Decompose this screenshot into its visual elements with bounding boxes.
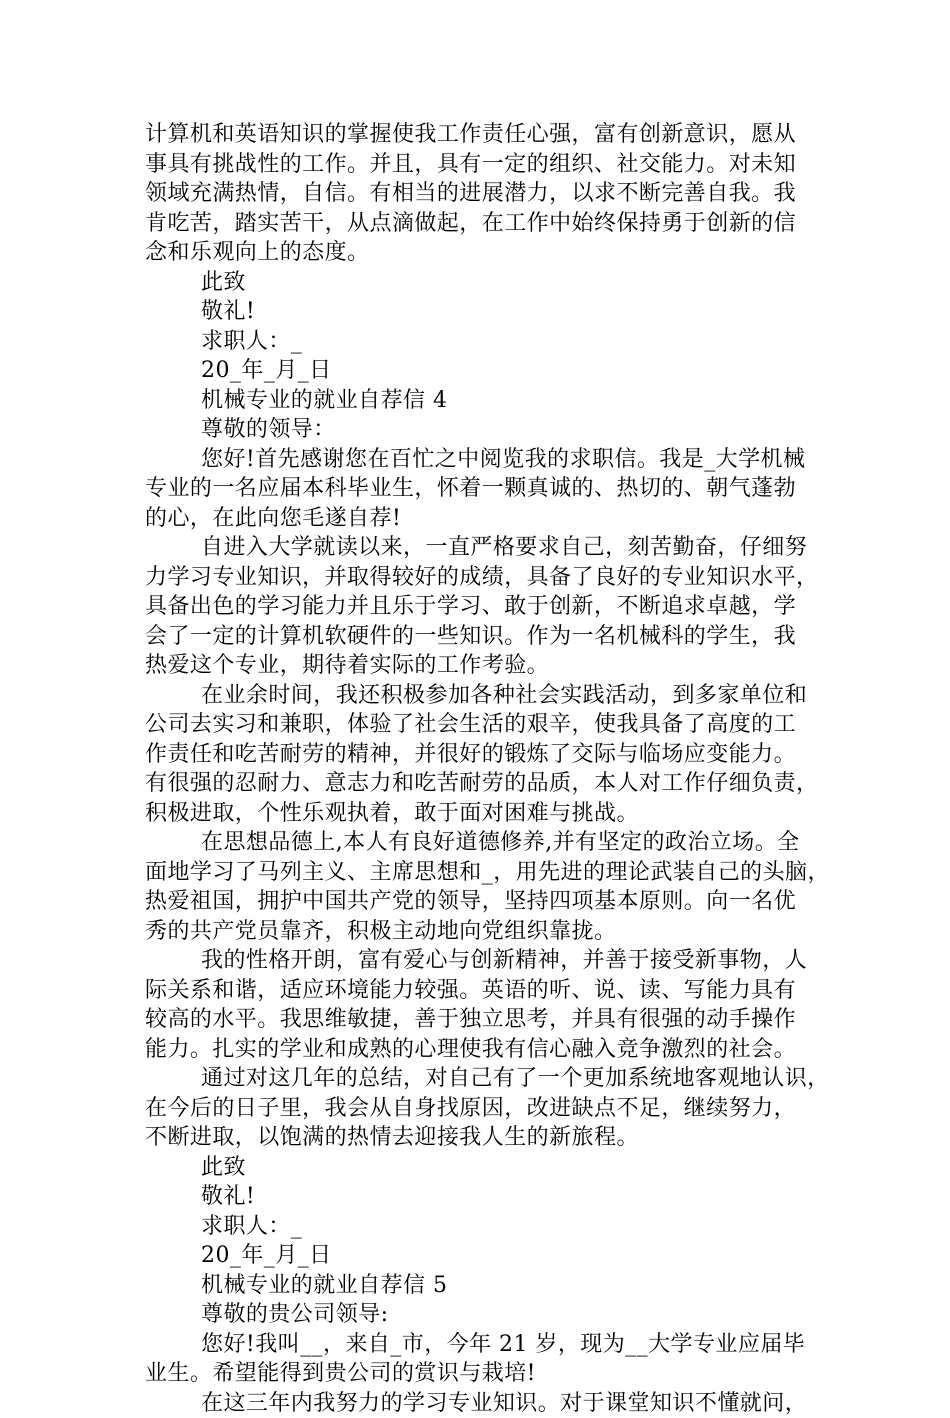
text-line: 您好!我叫__，来自_市，今年 21 岁，现为__大学专业应届毕 (145, 1330, 830, 1360)
text-line: 计算机和英语知识的掌握使我工作责任心强，富有创新意识，愿从 (145, 120, 830, 150)
text-line: 求职人：_ (145, 1212, 830, 1242)
text-line: 热爱这个专业，期待着实际的工作考验。 (145, 651, 830, 681)
text-line: 的心，在此向您毛遂自荐! (145, 504, 830, 534)
text-line: 能力。扎实的学业和成熟的心理使我有信心融入竞争激烈的社会。 (145, 1035, 830, 1065)
text-line: 在业余时间，我还积极参加各种社会实践活动，到多家单位和 (145, 681, 830, 711)
text-line: 机械专业的就业自荐信 4 (145, 386, 830, 416)
text-line: 秀的共产党员靠齐，积极主动地向党组织靠拢。 (145, 917, 830, 947)
text-line: 业生。希望能得到贵公司的赏识与栽培! (145, 1359, 830, 1389)
text-line: 会了一定的计算机软硬件的一些知识。作为一名机械科的学生，我 (145, 622, 830, 652)
text-line: 肯吃苦，踏实苦干，从点滴做起，在工作中始终保持勇于创新的信 (145, 209, 830, 239)
text-line: 在思想品德上,本人有良好道德修养,并有坚定的政治立场。全 (145, 828, 830, 858)
text-line: 有很强的忍耐力、意志力和吃苦耐劳的品质，本人对工作仔细负责， (145, 769, 830, 799)
text-line: 在今后的日子里，我会从自身找原因，改进缺点不足，继续努力， (145, 1094, 830, 1124)
text-line: 机械专业的就业自荐信 5 (145, 1271, 830, 1301)
text-line: 自进入大学就读以来，一直严格要求自己，刻苦勤奋，仔细努 (145, 533, 830, 563)
text-line: 您好!首先感谢您在百忙之中阅览我的求职信。我是_大学机械 (145, 445, 830, 475)
text-line: 面地学习了马列主义、主席思想和_，用先进的理论武装自己的头脑， (145, 858, 830, 888)
text-line: 我的性格开朗，富有爱心与创新精神，并善于接受新事物，人 (145, 946, 830, 976)
text-line: 较高的水平。我思维敏捷，善于独立思考，并具有很强的动手操作 (145, 1005, 830, 1035)
text-line: 力学习专业知识，并取得较好的成绩，具备了良好的专业知识水平， (145, 563, 830, 593)
text-line: 热爱祖国，拥护中国共产党的领导，坚持四项基本原则。向一名优 (145, 887, 830, 917)
text-line: 尊敬的贵公司领导: (145, 1300, 830, 1330)
text-line: 敬礼! (145, 1182, 830, 1212)
text-line: 事具有挑战性的工作。并且，具有一定的组织、社交能力。对未知 (145, 150, 830, 180)
text-line: 积极进取，个性乐观执着，敢于面对困难与挑战。 (145, 799, 830, 829)
text-line: 此致 (145, 1153, 830, 1183)
text-line: 尊敬的领导： (145, 415, 830, 445)
text-line: 求职人：_ (145, 327, 830, 357)
text-line: 不断进取，以饱满的热情去迎接我人生的新旅程。 (145, 1123, 830, 1153)
text-line: 此致 (145, 268, 830, 298)
text-line: 专业的一名应届本科毕业生，怀着一颗真诚的、热切的、朝气蓬勃 (145, 474, 830, 504)
text-line: 在这三年内我努力的学习专业知识。对于课堂知识不懂就问， (145, 1389, 830, 1418)
text-line: 20_年_月_日 (145, 1241, 830, 1271)
text-line: 公司去实习和兼职，体验了社会生活的艰辛，使我具备了高度的工 (145, 710, 830, 740)
text-line: 20_年_月_日 (145, 356, 830, 386)
text-line: 通过对这几年的总结，对自己有了一个更加系统地客观地认识， (145, 1064, 830, 1094)
text-line: 念和乐观向上的态度。 (145, 238, 830, 268)
text-line: 际关系和谐，适应环境能力较强。英语的听、说、读、写能力具有 (145, 976, 830, 1006)
text-line: 作责任和吃苦耐劳的精神，并很好的锻炼了交际与临场应变能力。 (145, 740, 830, 770)
text-line: 具备出色的学习能力并且乐于学习、敢于创新，不断追求卓越，学 (145, 592, 830, 622)
text-line: 敬礼! (145, 297, 830, 327)
text-line: 领域充满热情，自信。有相当的进展潜力，以求不断完善自我。我 (145, 179, 830, 209)
